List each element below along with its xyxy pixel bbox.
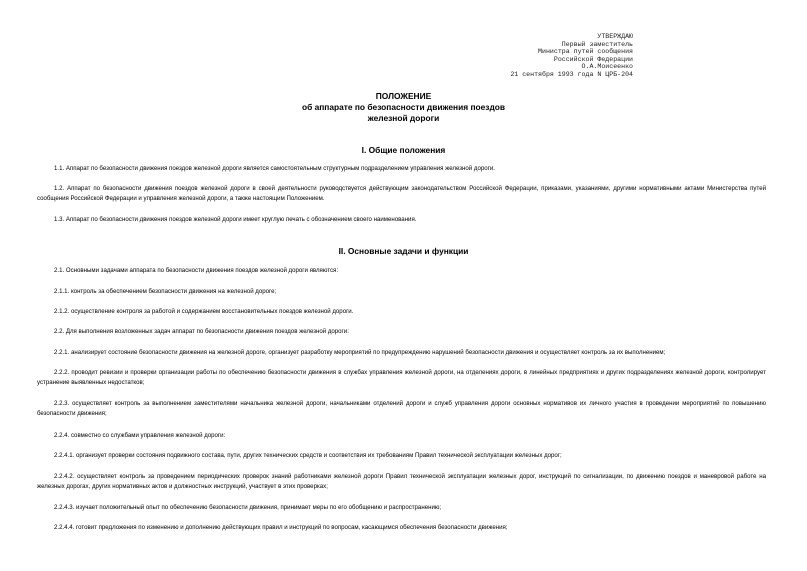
paragraph: 2.2.3. осуществляет контроль за выполнением заместителями начальника железной дороги, начальниками отделений дороги и служб управления дороги основных нормативов их личного участия в проведении мероприятий по повышению безопасности движения; bbox=[37, 400, 766, 417]
paragraph: 2.1.2. осуществление контроля за работой и содержанием восстановительных поездов железной дороги. bbox=[54, 308, 354, 315]
approval-block bbox=[510, 33, 633, 78]
paragraph: 2.2. Для выполнения возложенных задач аппарат по безопасности движения поездов железной дороги: bbox=[54, 328, 349, 335]
paragraph: 2.2.4. совместно со службами управления железной дороги: bbox=[54, 432, 226, 439]
document-title bbox=[0, 91, 807, 124]
approval-line: УТВЕРЖДАЮ bbox=[597, 33, 633, 40]
section-heading: II. Основные задачи и функции bbox=[338, 246, 469, 256]
approval-line: Министра путей сообщения bbox=[538, 48, 633, 55]
paragraph: 2.2.4.3. изучает положительный опыт по обеспечению безопасности движения, принимает меры по его обобщению и распространению; bbox=[54, 504, 442, 511]
paragraph: 2.2.4.1. организует проверки состояния подвижного состава, пути, других технических средств и соответствия их требованиям Правил технической эксплуатации железных дорог; bbox=[54, 452, 562, 459]
paragraph: 2.1. Основными задачами аппарата по безопасности движения поездов железной дороги являются: bbox=[54, 267, 339, 274]
paragraph: 2.1.1. контроль за обеспечением безопасности движения на железной дороге; bbox=[54, 288, 277, 295]
approval-line: О.А.Моисеенко bbox=[581, 63, 633, 70]
paragraph: 2.2.4.4. готовит предложения по изменению и дополнению действующих правил и инструкций по вопросам, касающимся обеспечения безопасности движения; bbox=[54, 524, 508, 531]
paragraph: 1.1. Аппарат по безопасности движения поездов железной дороги является самостоятельным структурным подразделением управления железной дороги. bbox=[54, 165, 495, 172]
title-line: об аппарате по безопасности движения поездов bbox=[301, 102, 506, 112]
title-line: железной дороги bbox=[367, 113, 440, 123]
paragraph: 1.3. Аппарат по безопасности движения поездов железной дороги имеет круглую печать с обозначением своего наименования. bbox=[54, 216, 417, 223]
paragraph: 2.2.2. проводит ревизии и проверки организации работы по обеспечению безопасности движения в службах управления железной дороги, на отделениях дороги, в линейных предприятиях и других подразделениях железной дороги, контролирует устранение выявленных недостатков; bbox=[37, 369, 766, 386]
title-line: ПОЛОЖЕНИЕ bbox=[375, 91, 432, 101]
paragraph: 2.2.1. анализирует состояние безопасности движения на железной дороге, организует разработку мероприятий по предупреждению нарушений безопасности движения и осуществляет контроль за их выполнением; bbox=[54, 349, 666, 356]
paragraph: 2.2.4.2. осуществляет контроль за проведением периодических проверок знаний работниками железной дороги Правил технической эксплуатации железных дорог, инструкций по сигнализации, по движению поездов и маневровой работе на железных дорогах, других нормативных актов и должностных инструкций, участвует в этих проверках; bbox=[37, 473, 766, 490]
approval-line: Первый заместитель bbox=[561, 40, 633, 48]
paragraph: 1.2. Аппарат по безопасности движения поездов железной дороги в своей деятельности руководствуется действующим законодательством Российской Федерации, приказами, указаниями, другими нормативными актами Министерства путей сообщения Российской Федерации и управления железной дороги, а также настоящим Положением. bbox=[37, 185, 766, 202]
approval-line: Российской Федерации bbox=[553, 55, 633, 63]
approval-line: 21 сентября 1993 года N ЦРБ-204 bbox=[510, 70, 633, 78]
section-heading: I. Общие положения bbox=[361, 145, 446, 155]
